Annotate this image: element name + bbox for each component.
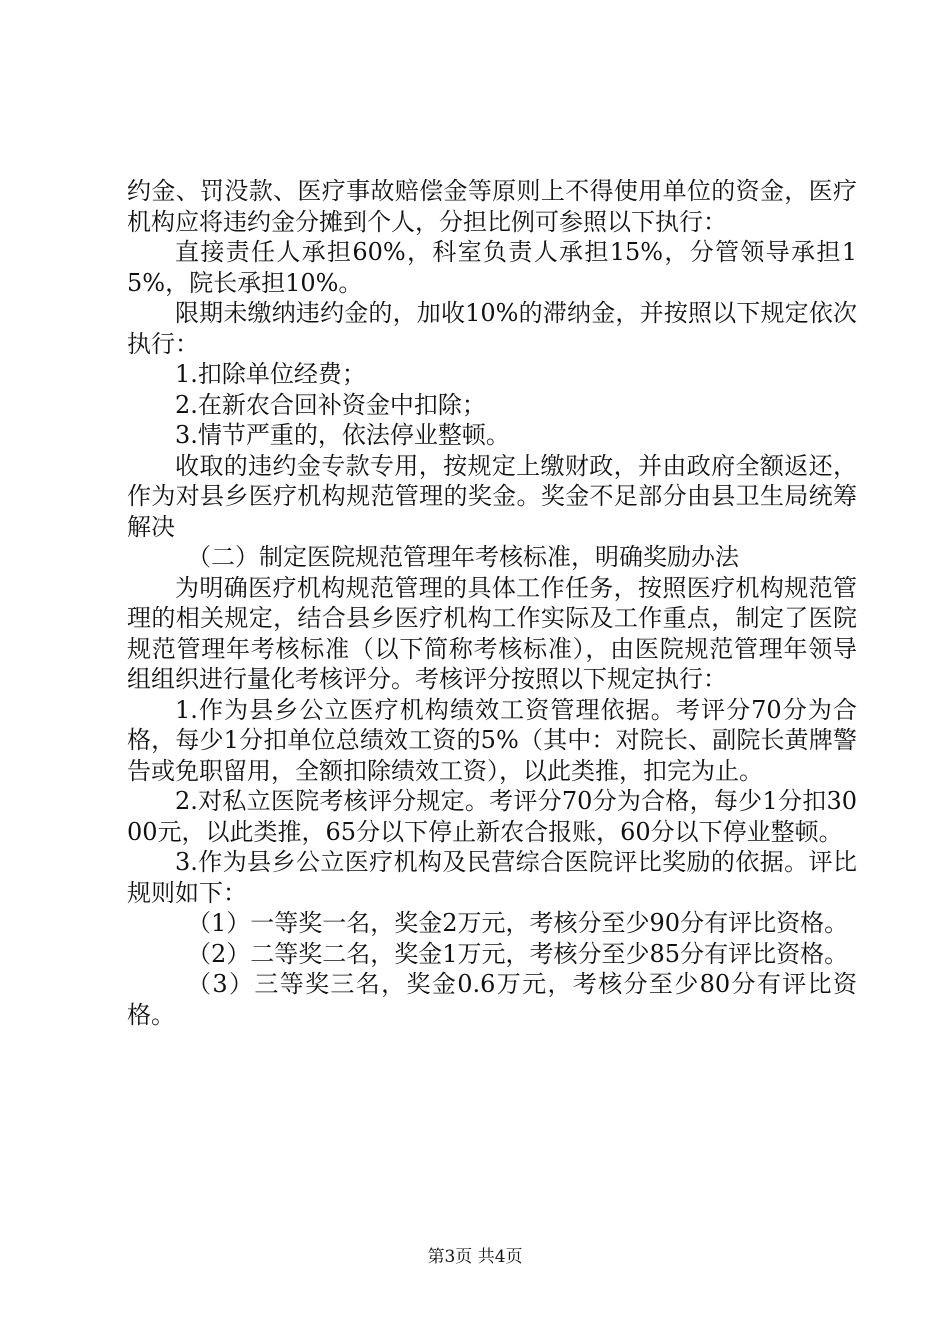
award-item-3: （3）三等奖三名，奖金0.6万元，考核分至少80分有评比资格。 (127, 970, 857, 1029)
list-item-1: 1.扣除单位经费； (175, 360, 366, 388)
rule-item-1: 1.作为县乡公立医疗机构绩效工资管理依据。考评分70分为合格，每少1分扣单位总绩效工资的5%（其中：对院长、副院长黄牌警告或免职留用，全额扣除绩效工资），以此类推，扣完为止。 (127, 695, 857, 785)
award-item-2: （2）二等奖二名，奖金1万元，考核分至少85分有评比资格。 (187, 939, 849, 968)
document-body (127, 176, 857, 1030)
list-item-2: 2.在新农合回补资金中扣除； (175, 390, 486, 419)
paragraph-3: 限期未缴纳违约金的，加收10%的滞纳金，并按照以下规定依次执行： (127, 299, 857, 358)
paragraph-4: 收取的违约金专款专用，按规定上缴财政，并由政府全额返还，作为对县乡医疗机构规范管理的奖金。奖金不足部分由县卫生局统筹解决 (127, 451, 857, 541)
page-number: 第3页 (427, 1247, 473, 1267)
page-footer (0, 1246, 950, 1268)
paragraph-1: 约金、罚没款、医疗事故赔偿金等原则上不得使用单位的资金，医疗机构应将违约金分摊到个人，分担比例可参照以下执行： (127, 177, 857, 236)
rule-item-2: 2.对私立医院考核评分规定。考评分70分为合格，每少1分扣3000元，以此类推，65分以下停止新农合报账，60分以下停业整顿。 (127, 787, 857, 846)
section-heading: （二）制定医院规范管理年考核标准，明确奖励办法 (187, 543, 739, 571)
page-total: 共4页 (477, 1247, 523, 1267)
paragraph-5: 为明确医疗机构规范管理的具体工作任务，按照医疗机构规范管理的相关规定，结合县乡医疗机构工作实际及工作重点，制定了医院规范管理年考核标准（以下简称考核标准），由医院规范管理年领导组组织进行量化考核评分。考核评分按照以下规定执行： (127, 573, 857, 693)
rule-item-3: 3.作为县乡公立医疗机构及民营综合医院评比奖励的依据。评比规则如下： (127, 848, 857, 907)
paragraph-2: 直接责任人承担60%，科室负责人承担15%，分管领导承担15%，院长承担10%。 (127, 238, 857, 297)
list-item-3: 3.情节严重的，依法停业整顿。 (175, 421, 510, 449)
award-item-1: （1）一等奖一名，奖金2万元，考核分至少90分有评比资格。 (187, 909, 849, 937)
